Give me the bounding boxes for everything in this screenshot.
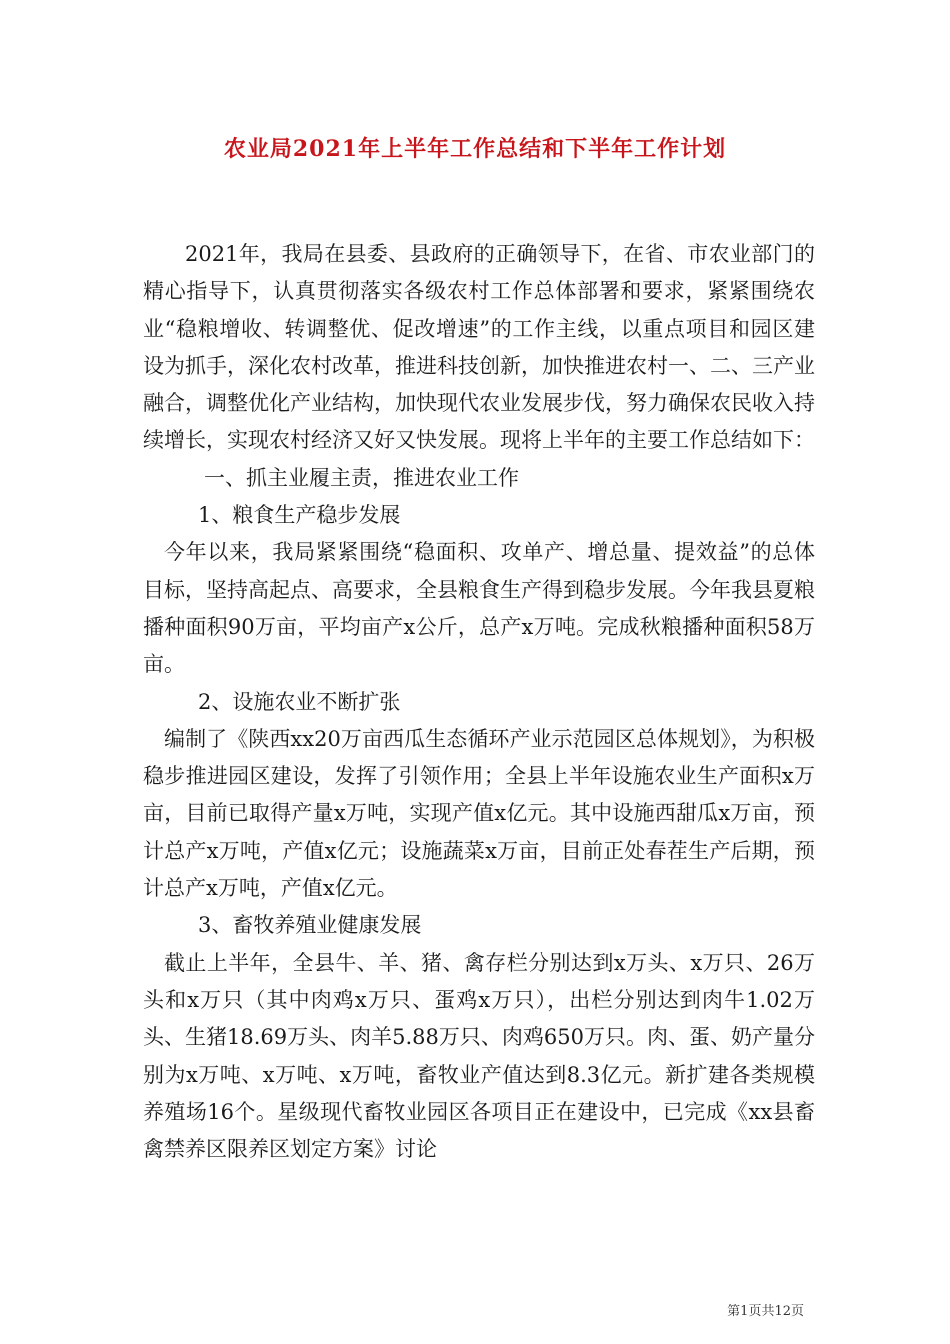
page-number: 第1页共12页 [727,1304,804,1319]
subsection-heading: 1、粮食生产稳步发展 [198,503,401,528]
subsection-paragraph: 截止上半年，全县牛、羊、猪、禽存栏分别达到x万头、x万只、26万头和x万只（其中肉鸡x万只、蛋鸡x万只），出栏分别达到肉牛1.02万头、生猪18.69万头、肉羊5.88万只、肉鸡650万只。肉、蛋、奶产量分别为x万吨、x万吨、x万吨，畜牧业产值达到8.3亿元。新扩建各类规模养殖场16个。星级现代畜牧业园区各项目正在建设中，已完成《xx县畜禽禁养区限养区划定方案》讨论 [143,950,815,1162]
section-heading: 一、抓主业履主责，推进农业工作 [204,465,519,490]
subsection-heading: 2、设施农业不断扩张 [198,689,401,714]
document-title: 农业局2021年上半年工作总结和下半年工作计划 [223,136,727,162]
document-body [143,236,815,1168]
intro-paragraph: 2021年，我局在县委、县政府的正确领导下，在省、市农业部门的精心指导下，认真贯彻落实各级农村工作总体部署和要求，紧紧围绕农业“稳粮增收、转调整优、促改增速”的工作主线，以重点项目和园区建设为抓手，深化农村改革，推进科技创新，加快推进农村一、二、三产业融合，调整优化产业结构，加快现代农业发展步伐，努力确保农民收入持续增长，实现农村经济又好又快发展。现将上半年的主要工作总结如下： [143,242,815,453]
subsection-paragraph: 编制了《陕西xx20万亩西瓜生态循环产业示范园区总体规划》，为积极稳步推进园区建设，发挥了引领作用；全县上半年设施农业生产面积x万亩，目前已取得产量x万吨，实现产值x亿元。其中设施西甜瓜x万亩，预计总产x万吨，产值x亿元；设施蔬菜x万亩，目前正处春茬生产后期，预计总产x万吨，产值x亿元。 [143,726,815,901]
subsection-paragraph: 今年以来，我局紧紧围绕“稳面积、攻单产、增总量、提效益”的总体目标，坚持高起点、高要求，全县粮食生产得到稳步发展。今年我县夏粮播种面积90万亩，平均亩产x公斤，总产x万吨。完成秋粮播种面积58万亩。 [143,540,815,677]
subsection-heading: 3、畜牧养殖业健康发展 [198,913,422,938]
